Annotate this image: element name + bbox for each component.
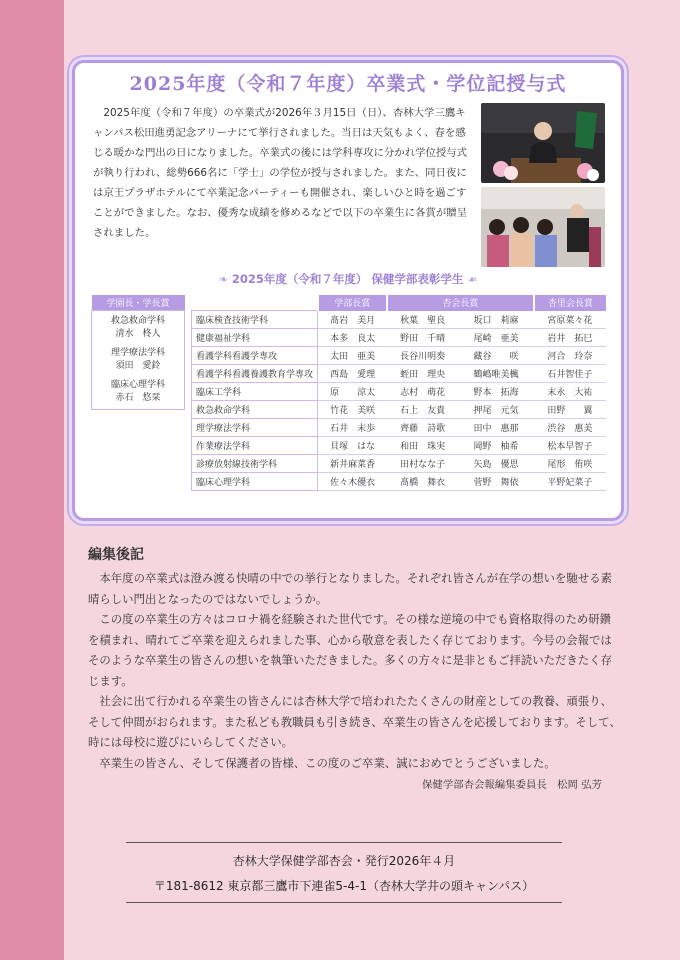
kyo-award-cell: 坂口 莉麻 [458,311,533,329]
kyo-award-cell: 岡野 柚希 [458,437,533,455]
anri-award-cell: 田野 翼 [534,401,606,419]
ceremony-section [72,60,624,521]
kyo-award-cell: 菅野 舞依 [458,473,533,491]
afterword-paragraph: この度の卒業生の方々はコロナ禍を経験された世代です。その様な逆境の中でも資格取得のため研鑽を積まれ、晴れてご卒業を迎えられました事、心から敬意を表したく存じております。今号の会報ではそのような卒業生の皆さんの想いを執筆いただきました。多くの方々に是非ともご拝読いただきたく存じます。 [88,612,612,688]
kyo-award-cell: 蛭田 理央 [387,365,458,383]
awards-heading [75,271,621,287]
kyo-award-cell: 秋葉 聖良 [387,311,458,329]
kyo-award-cell: 髙橋 舞衣 [387,473,458,491]
afterword-paragraph: 社会に出て行かれる卒業生の皆さんには杏林大学で培われたたくさんの財産としての教養、頑張り、そして仲間がおられます。また私ども教職員も引き続き、卒業生の皆さんを応援しております。そして、時には母校に遊びにいらしてください。 [88,694,621,749]
ornament-right-icon: ☙ [467,273,478,286]
award-header-kyo: 杏会長賞 [387,295,534,311]
anri-award-cell: 末永 大祐 [534,383,606,401]
table-row [192,473,607,491]
table-row [192,329,607,347]
faculty-award-cell: 太田 亜美 [318,347,387,365]
kyo-award-cell: 押尾 元気 [458,401,533,419]
side-stripe [0,0,64,960]
kyo-award-cell: 和田 珠実 [387,437,458,455]
ceremony-photo-speaker [481,103,605,183]
award-dept-cell: 診療放射線技術学科 [192,455,318,473]
anri-award-cell: 尾形 侑咲 [534,455,606,473]
dean-award-dept: 救急救命学科 [110,316,165,326]
award-dept-cell: 臨床心理学科 [192,473,318,491]
kyo-award-cell: 野田 千晴 [387,329,458,347]
afterword-paragraph: 本年度の卒業式は澄み渡る快晴の中での挙行となりました。それぞれ皆さんが在学の想いを馳せる素晴らしい門出となったのではないでしょうか。 [88,571,612,606]
table-row [192,383,607,401]
faculty-award-cell: 竹花 美咲 [318,401,387,419]
dean-award-dept: 理学療法学科 [110,348,165,358]
awards-heading-text: 2025年度（令和７年度） 保健学部表彰学生 [231,272,464,286]
dean-award-table [91,295,185,410]
anri-award-cell: 河合 玲奈 [534,347,606,365]
afterword-signature: 保健学部杏会報編集委員長 松岡 弘芳 [422,779,602,791]
ornament-left-icon: ❧ [218,273,228,286]
kyo-award-cell: 志村 萌花 [387,383,458,401]
kyo-award-cell: 矢島 優思 [458,455,533,473]
dean-award-cell [92,311,185,410]
anri-award-cell: 岩井 拓巳 [534,329,606,347]
kyo-award-cell: 鶴嶋唯美楓 [458,365,533,383]
anri-award-cell: 松本早智子 [534,437,606,455]
award-dept-cell: 臨床検査技術学科 [192,311,318,329]
faculty-award-cell: 佐々木優衣 [318,473,387,491]
award-dept-cell: 救急救命学科 [192,401,318,419]
ceremony-title: 2025年度（令和７年度）卒業式・学位記授与式 [129,73,567,95]
anri-award-cell: 渋谷 惠美 [534,419,606,437]
table-row [192,437,607,455]
table-row [192,365,607,383]
ceremony-text: 2025年度（令和７年度）の卒業式が2026年３月15日（日）、杏林大学三鷹キャンパス松田進勇記念アリーナにて挙行されました。当日は天気もよく、春を感じる暖かな門出の日になりました。卒業式の後には学科専攻に分かれ学位授与式が執り行われ、総勢666名に「学士」の学位が授与されました。また、同日夜には京王プラザホテルにて卒業記念パーティーも開催され、楽しいひと時を過ごすことができました。なお、優秀な成績を修めるなどで以下の卒業生に各賞が贈呈されました。 [93,107,468,239]
kyo-award-cell: 石上 友貴 [387,401,458,419]
faculty-award-cell: 髙岩 美月 [318,311,387,329]
dean-award-name: 清水 柊人 [115,329,161,339]
award-dept-cell: 理学療法学科 [192,419,318,437]
footer-publisher: 杏林大学保健学部杏会・発行2026年４月 [232,854,456,868]
award-dept-cell: 作業療法学科 [192,437,318,455]
page-main [64,0,680,960]
faculty-award-cell: 本多 良太 [318,329,387,347]
footer-divider-bottom [126,902,562,903]
table-row [192,419,607,437]
faculty-award-cell: 貝塚 はな [318,437,387,455]
footer-address: 〒181-8612 東京都三鷹市下連雀5-4-1（杏林大学井の頭キャンパス） [153,879,535,893]
kyo-award-cell: 田中 惠那 [458,419,533,437]
award-header-anri: 杏里会長賞 [534,295,606,311]
faculty-award-cell: 石井 未歩 [318,419,387,437]
table-row [192,311,607,329]
anri-award-cell: 石井智佳子 [534,365,606,383]
award-dept-cell: 看護学科看護養護教育学専攻 [192,365,318,383]
dean-award-name: 須田 愛鈴 [115,361,161,371]
afterword-body [88,568,622,773]
dean-award-dept: 臨床心理学科 [110,380,165,390]
kyo-award-cell: 野本 拓海 [458,383,533,401]
faculty-award-cell: 原 涼太 [318,383,387,401]
kyo-award-cell: 尾崎 亜美 [458,329,533,347]
award-header-dept [192,295,318,311]
table-row [192,401,607,419]
kyo-award-cell: 齊藤 詩歌 [387,419,458,437]
award-header-faculty: 学部長賞 [318,295,387,311]
award-dept-cell: 看護学科看護学専攻 [192,347,318,365]
dean-award-name: 赤石 悠栞 [115,393,161,403]
footer-divider-top [126,842,562,843]
award-dept-cell: 健康福祉学科 [192,329,318,347]
faculty-award-cell: 新井麻菜香 [318,455,387,473]
afterword-title: 編集後記 [88,547,144,563]
faculty-award-cell: 西島 愛理 [318,365,387,383]
afterword-paragraph: 卒業生の皆さん、そして保護者の皆様、この度のご卒業、誠におめでとうございました。 [99,755,556,770]
award-table [191,295,606,491]
table-row [192,455,607,473]
anri-award-cell: 宮原菜々花 [534,311,606,329]
kyo-award-cell: 藏谷 咲 [458,347,533,365]
kyo-award-cell: 田村なな子 [387,455,458,473]
table-row [192,347,607,365]
dean-award-header: 学園長・学長賞 [92,295,185,311]
award-dept-cell: 臨床工学科 [192,383,318,401]
kyo-award-cell: 長谷川明奏 [387,347,458,365]
ceremony-photo-graduates [481,187,605,267]
anri-award-cell: 平野妃菜子 [534,473,606,491]
